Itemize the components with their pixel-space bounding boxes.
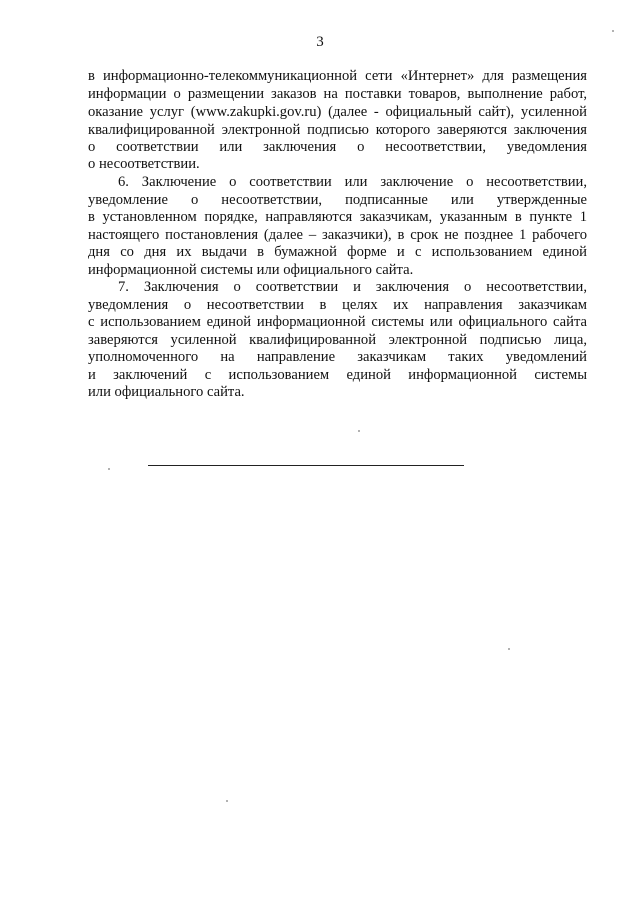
paragraph-6-line-2: уведомление о несоответствии, подписанные или утвержденные xyxy=(88,192,587,208)
paragraph-1-line-3: оказание услуг (www.zakupki.gov.ru) (далее - официальный сайт), усиленной xyxy=(88,104,587,120)
scan-speck xyxy=(108,468,110,470)
paragraph-7-line-6: и заключений с использованием единой информационной системы xyxy=(88,367,587,383)
paragraph-1-line-4: квалифицированной электронной подписью которого заверяются заключения xyxy=(88,122,587,138)
paragraph-7-line-7: или официального сайта. xyxy=(88,384,245,400)
paragraph-6-line-1: 6. Заключение о соответствии или заключение о несоответствии, xyxy=(118,174,587,190)
paragraph-6-line-6: информационной системы или официального сайта. xyxy=(88,262,414,278)
paragraph-6-line-3: в установленном порядке, направляются заказчикам, указанным в пункте 1 xyxy=(88,209,587,225)
paragraph-6-line-4: настоящего постановления (далее – заказчики), в срок не позднее 1 рабочего xyxy=(88,227,587,243)
paragraph-7-line-5: уполномоченного на направление заказчикам таких уведомлений xyxy=(88,349,587,365)
paragraph-7-line-1: 7. Заключения о соответствии и заключения о несоответствии, xyxy=(118,279,587,295)
paragraph-7-line-4: заверяются усиленной квалифицированной электронной подписью лица, xyxy=(88,332,587,348)
paragraph-1-line-6: о несоответствии. xyxy=(88,156,200,172)
paragraph-1-line-2: информации о размещении заказов на поставки товаров, выполнение работ, xyxy=(88,86,587,102)
scan-speck xyxy=(508,648,510,650)
scan-speck xyxy=(226,800,228,802)
paragraph-1-line-1: в информационно-телекоммуникационной сети «Интернет» для размещения xyxy=(88,68,587,84)
paragraph-7-line-2: уведомления о несоответствии в целях их направления заказчикам xyxy=(88,297,587,313)
paragraph-6-line-5: дня со дня их выдачи в бумажной форме и с использованием единой xyxy=(88,244,587,260)
paragraph-7-line-3: с использованием единой информационной системы или официального сайта xyxy=(88,314,587,330)
closing-rule xyxy=(148,465,464,466)
scan-speck xyxy=(358,430,360,432)
paragraph-1-line-5: о соответствии или заключения о несоответствии, уведомления xyxy=(88,139,587,155)
scan-speck xyxy=(612,30,614,32)
page-number: 3 xyxy=(316,34,324,50)
